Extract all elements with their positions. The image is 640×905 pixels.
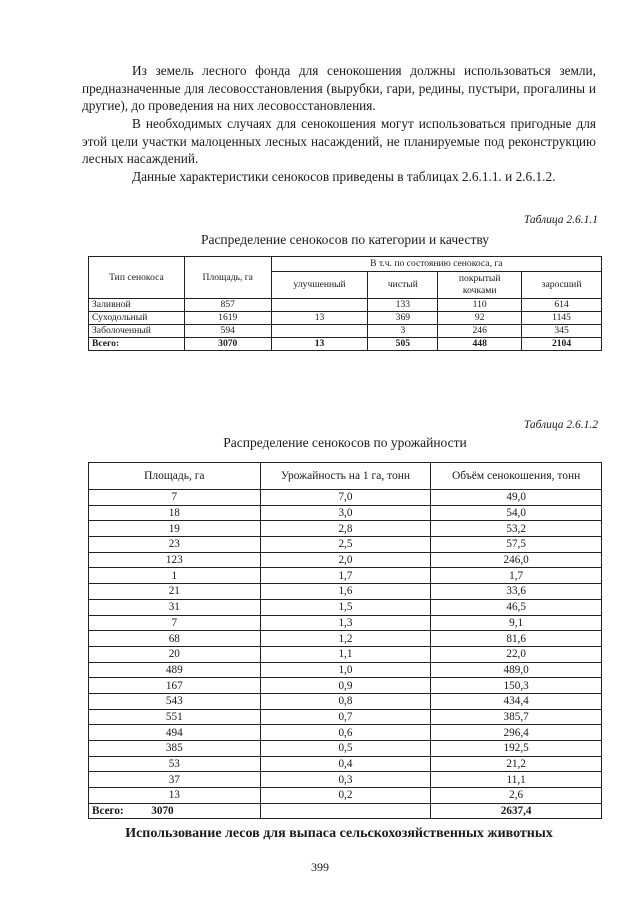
table1-header-hummocky: покрытый кочками <box>438 272 522 299</box>
table-cell: 37 <box>89 772 261 788</box>
table-cell: Заливной <box>89 299 185 312</box>
table-cell: 53,2 <box>431 521 602 537</box>
table-cell: 22,0 <box>431 646 602 662</box>
table-row <box>89 646 602 662</box>
table-cell: 13 <box>271 338 368 351</box>
table-cell: 21,2 <box>431 756 602 772</box>
table-cell: 434,4 <box>431 693 602 709</box>
table1-title: Распределение сенокосов по категории и качеству <box>200 232 490 247</box>
table-row <box>89 521 602 537</box>
table-cell <box>271 299 368 312</box>
paragraph-3: Данные характеристики сенокосов приведены в таблицах 2.6.1.1. и 2.6.1.2. <box>132 169 556 184</box>
table-cell: 551 <box>89 709 261 725</box>
table-cell: 0,6 <box>260 725 431 741</box>
table-row <box>89 312 602 325</box>
table-row <box>89 725 602 741</box>
table-row <box>89 662 602 678</box>
table-cell: 0,8 <box>260 693 431 709</box>
section-heading: Использование лесов для выпаса сельскохозяйственных животных <box>125 826 553 841</box>
table-cell: 494 <box>89 725 261 741</box>
table-cell: 54,0 <box>431 505 602 521</box>
table-cell: 150,3 <box>431 678 602 694</box>
table-cell: 1,5 <box>260 599 431 615</box>
table-cell <box>271 325 368 338</box>
table-cell: 2,8 <box>260 521 431 537</box>
table-row <box>89 709 602 725</box>
table-row <box>89 631 602 647</box>
table-cell: 0,4 <box>260 756 431 772</box>
table-cell: 7 <box>89 615 261 631</box>
table-cell: 3 <box>368 325 438 338</box>
table-row <box>89 299 602 312</box>
table-row <box>89 615 602 631</box>
table-cell: 11,1 <box>431 772 602 788</box>
table-cell: 0,2 <box>260 788 431 804</box>
table2-header-yield: Урожайность на 1 га, тонн <box>260 463 431 490</box>
table-row <box>89 490 602 506</box>
table-cell: 1,6 <box>260 584 431 600</box>
table-row <box>89 678 602 694</box>
table-total-row <box>89 803 602 819</box>
table2-header-volume: Объём сенокошения, тонн <box>431 463 602 490</box>
table-cell: 13 <box>89 788 261 804</box>
table2-header-area: Площадь, га <box>89 463 261 490</box>
table-cell: 1145 <box>522 312 602 325</box>
table1-header-overgrown: заросший <box>522 272 602 299</box>
table1-header-area: Площадь, га <box>184 257 271 299</box>
table1-header-clean: чистый <box>368 272 438 299</box>
table1-header-improved: улучшенный <box>271 272 368 299</box>
table-cell: Суходольный <box>89 312 185 325</box>
table-cell: 21 <box>89 584 261 600</box>
table-row <box>89 599 602 615</box>
table1-header-group: В т.ч. по состоянию сенокоса, га <box>271 257 601 272</box>
table-cell: 33,6 <box>431 584 602 600</box>
table-cell: 246 <box>438 325 522 338</box>
table-cell: 133 <box>368 299 438 312</box>
table-row <box>89 693 602 709</box>
table-cell: Всего: <box>89 338 185 351</box>
table-cell: 296,4 <box>431 725 602 741</box>
table2-caption: Таблица 2.6.1.2 <box>523 419 598 431</box>
table-cell: 369 <box>368 312 438 325</box>
table-cell: Заболоченный <box>89 325 185 338</box>
table-row <box>89 584 602 600</box>
table-cell: 68 <box>89 631 261 647</box>
table-cell: 18 <box>89 505 261 521</box>
table-cell: 57,5 <box>431 537 602 553</box>
table-total-row <box>89 338 602 351</box>
table-cell: 505 <box>368 338 438 351</box>
table-cell: 20 <box>89 646 261 662</box>
table-cell: 81,6 <box>431 631 602 647</box>
table-cell: 23 <box>89 537 261 553</box>
table-cell: 0,7 <box>260 709 431 725</box>
table-cell: 53 <box>89 756 261 772</box>
table-cell: 594 <box>184 325 271 338</box>
table-cell: 489 <box>89 662 261 678</box>
table-cell <box>260 803 431 819</box>
table-cell <box>89 803 261 819</box>
table-cell: 46,5 <box>431 599 602 615</box>
table-cell: 3,0 <box>260 505 431 521</box>
table-cell: 0,3 <box>260 772 431 788</box>
table-row <box>89 325 602 338</box>
table-cell: 2,6 <box>431 788 602 804</box>
table-cell: 2,5 <box>260 537 431 553</box>
table-row <box>89 756 602 772</box>
table-cell: 92 <box>438 312 522 325</box>
table-row <box>89 772 602 788</box>
table-cell: 2,0 <box>260 552 431 568</box>
table-cell: 489,0 <box>431 662 602 678</box>
table-cell: 857 <box>184 299 271 312</box>
table-row <box>89 741 602 757</box>
paragraph-1: Из земель лесного фонда для сенокошения должны использоваться земли, предназначенные для лесовосстановления (вырубки, гари, редины, пустыри, прогалины и другие), до проведения на них лесовосстановления. <box>82 63 596 114</box>
table-cell: 246,0 <box>431 552 602 568</box>
table-cell: 0,5 <box>260 741 431 757</box>
table-cell: 614 <box>522 299 602 312</box>
table-row <box>89 505 602 521</box>
table-row <box>89 568 602 584</box>
table-cell: 13 <box>271 312 368 325</box>
table-yield <box>88 462 602 819</box>
total-label: Всего: <box>92 805 124 818</box>
table-row <box>89 552 602 568</box>
table-cell: 167 <box>89 678 261 694</box>
table1-header-type: Тип сенокоса <box>89 257 185 299</box>
table-cell: 385,7 <box>431 709 602 725</box>
table-cell: 1,1 <box>260 646 431 662</box>
page-number: 399 <box>311 860 329 874</box>
table-cell: 1,7 <box>260 568 431 584</box>
table-cell: 49,0 <box>431 490 602 506</box>
table-cell: 2104 <box>522 338 602 351</box>
table-cell: 1,3 <box>260 615 431 631</box>
table-cell: 192,5 <box>431 741 602 757</box>
table-cell: 448 <box>438 338 522 351</box>
table-cell: 123 <box>89 552 261 568</box>
table-cell: 1,7 <box>431 568 602 584</box>
table-cell: 1,2 <box>260 631 431 647</box>
total-area: 3070 <box>151 805 174 818</box>
table-row <box>89 788 602 804</box>
table2-title: Распределение сенокосов по урожайности <box>223 435 467 450</box>
table-cell: 345 <box>522 325 602 338</box>
table-cell: 1 <box>89 568 261 584</box>
table-cell: 110 <box>438 299 522 312</box>
table-row <box>89 537 602 553</box>
table-cell: 543 <box>89 693 261 709</box>
table-categories <box>88 256 602 351</box>
table-cell: 385 <box>89 741 261 757</box>
table-cell: 1,0 <box>260 662 431 678</box>
table-cell: 2637,4 <box>431 803 602 819</box>
table-cell: 31 <box>89 599 261 615</box>
table-cell: 7 <box>89 490 261 506</box>
table1-caption: Таблица 2.6.1.1 <box>523 214 598 226</box>
paragraph-2: В необходимых случаях для сенокошения могут использоваться пригодные для этой цели участки малоценных лесных насаждений, не планируемые под реконструкцию лесных насаждений. <box>82 116 596 167</box>
table-cell: 0,9 <box>260 678 431 694</box>
table-cell: 3070 <box>184 338 271 351</box>
table-cell: 7,0 <box>260 490 431 506</box>
table-cell: 19 <box>89 521 261 537</box>
table-cell: 9,1 <box>431 615 602 631</box>
table-cell: 1619 <box>184 312 271 325</box>
